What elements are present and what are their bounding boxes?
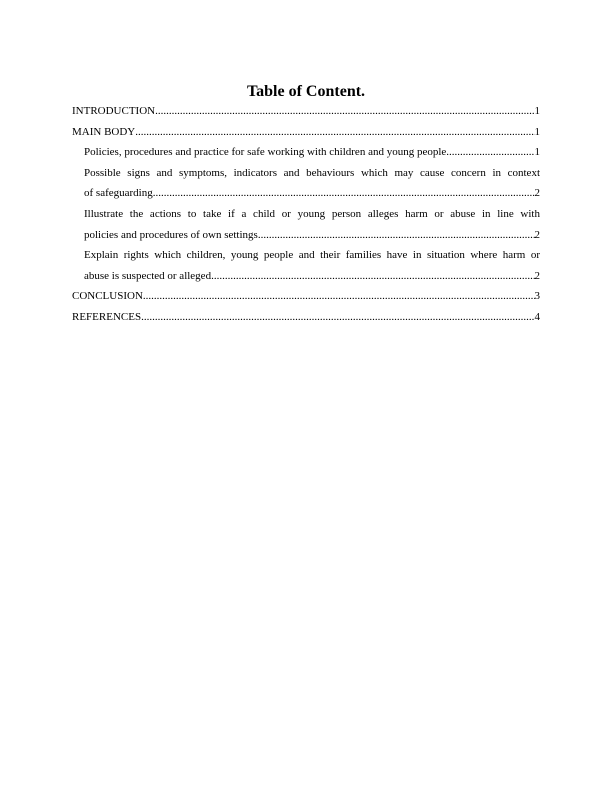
dot-leader	[155, 101, 534, 122]
toc-entry-text: REFERENCES	[72, 310, 142, 323]
toc-entry-main-body[interactable]	[72, 122, 540, 143]
toc-entry-introduction[interactable]	[72, 101, 540, 122]
toc-entry-text: policies and procedures of own settings	[84, 228, 258, 241]
toc-entry-policies[interactable]	[72, 142, 540, 163]
toc-entry-conclusion[interactable]	[72, 286, 540, 307]
dot-leader	[258, 225, 535, 246]
toc-entry-text: of safeguarding	[84, 187, 153, 200]
toc-entry-explain-rights[interactable]	[72, 245, 540, 286]
dot-leader	[143, 286, 535, 307]
toc-entry-text: Possible signs and symptoms, indicators and behaviours which may cause concern in context	[84, 166, 540, 179]
toc-entry-text: Illustrate the actions to take if a child or young person alleges harm or abuse in line with	[84, 207, 540, 220]
dot-leader	[153, 183, 535, 204]
toc-entry-references[interactable]	[72, 307, 540, 328]
toc-entry-text: INTRODUCTION	[72, 105, 156, 117]
toc-entry-text: abuse is suspected or alleged	[84, 269, 212, 282]
toc-title: Table of Content.	[246, 83, 366, 100]
toc-page-number: 1	[534, 105, 540, 117]
toc-entry-text: Explain rights which children, young people and their families have in situation where harm or	[84, 249, 540, 262]
toc-page-number: 2	[534, 269, 540, 282]
toc-page-number: 2	[534, 187, 540, 200]
toc-page-number: 4	[534, 310, 540, 323]
dot-leader	[446, 142, 534, 163]
toc-entry-text: MAIN BODY	[72, 125, 136, 138]
toc-page-number: 3	[534, 290, 540, 303]
table-of-contents	[72, 101, 540, 328]
dot-leader	[211, 266, 534, 287]
toc-page-number: 1	[534, 125, 540, 138]
dot-leader	[135, 122, 534, 143]
toc-entry-signs-symptoms[interactable]	[72, 163, 540, 204]
toc-entry-illustrate-actions[interactable]	[72, 204, 540, 245]
toc-entry-text: Policies, procedures and practice for safe working with children and young people	[84, 146, 447, 159]
toc-entry-text: CONCLUSION	[72, 290, 143, 303]
dot-leader	[141, 307, 534, 328]
toc-page-number: 1	[534, 146, 540, 159]
toc-page-number: 2	[534, 228, 540, 241]
